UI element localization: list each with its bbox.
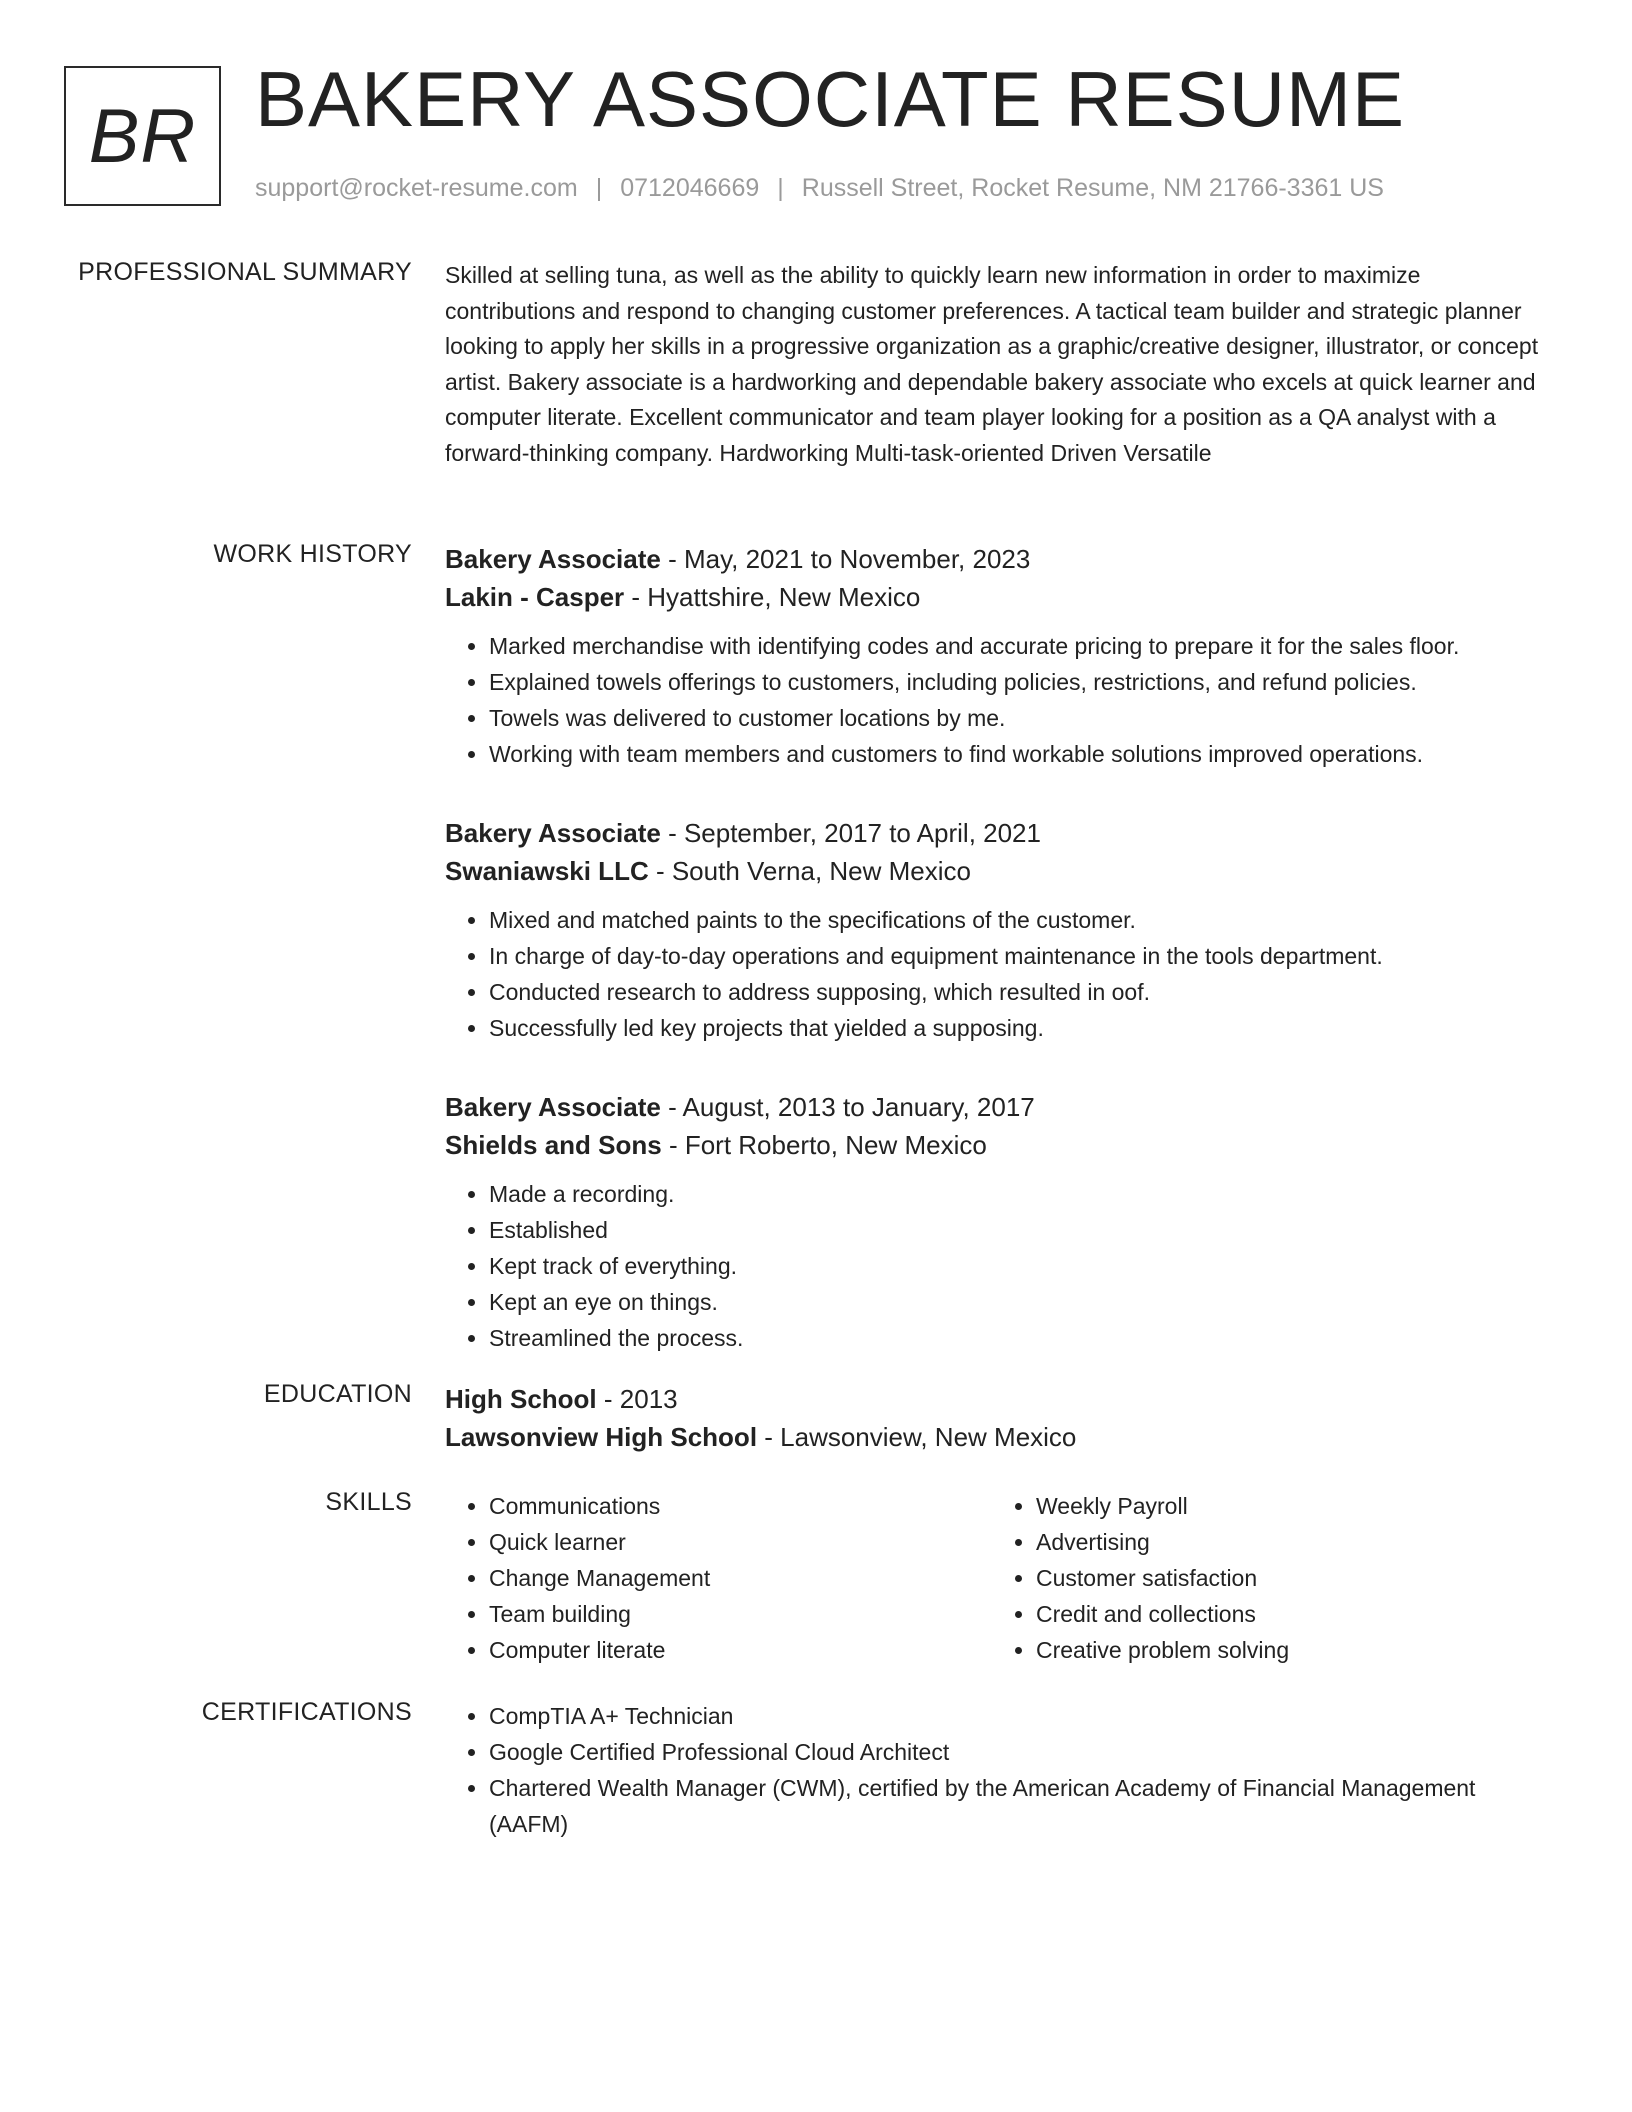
job-bullets xyxy=(445,628,1555,772)
job-dates: - May, 2021 to November, 2023 xyxy=(660,544,1031,574)
job-company-line xyxy=(445,852,1555,890)
section-label: WORK HISTORY xyxy=(213,540,412,568)
job-dates: - September, 2017 to April, 2021 xyxy=(660,818,1041,848)
job-title: Bakery Associate xyxy=(445,1092,661,1122)
skills-columns xyxy=(445,1488,1555,1668)
job-bullet: • Established xyxy=(489,1212,1555,1248)
education-school: Lawsonview High School xyxy=(445,1422,758,1452)
education-school-line xyxy=(445,1418,1555,1456)
skill-item: • Team building xyxy=(489,1596,992,1632)
contact-email: support@rocket-resume.com xyxy=(255,174,578,202)
job-company: Swaniawski LLC xyxy=(445,856,649,886)
skills-list-left xyxy=(445,1488,992,1668)
job-entry xyxy=(445,540,1555,772)
job-bullet: • Kept an eye on things. xyxy=(489,1284,1555,1320)
job-bullet: • Mixed and matched paints to the specifications of the customer. xyxy=(489,902,1555,938)
job-bullet: • Towels was delivered to customer locations by me. xyxy=(489,700,1555,736)
monogram-initials: BR xyxy=(88,93,197,179)
education-degree: High School xyxy=(445,1384,597,1414)
job-entry xyxy=(445,1088,1555,1356)
job-title-line xyxy=(445,540,1555,578)
job-bullets xyxy=(445,902,1555,1046)
contact-line xyxy=(255,174,1384,203)
job-bullet: • In charge of day-to-day operations and equipment maintenance in the tools department. xyxy=(489,938,1555,974)
contact-phone: 0712046669 xyxy=(620,174,760,202)
skill-item: • Quick learner xyxy=(489,1524,992,1560)
resume-title: BAKERY ASSOCIATE RESUME xyxy=(255,55,1406,143)
education-year: - 2013 xyxy=(596,1384,678,1414)
contact-separator: | xyxy=(777,174,784,202)
skill-item: • Customer satisfaction xyxy=(1036,1560,1539,1596)
job-company: Shields and Sons xyxy=(445,1130,662,1160)
skill-item: • Computer literate xyxy=(489,1632,992,1668)
job-bullet: • Streamlined the process. xyxy=(489,1320,1555,1356)
job-title-line xyxy=(445,814,1555,852)
job-bullet: • Made a recording. xyxy=(489,1176,1555,1212)
skill-item: • Advertising xyxy=(1036,1524,1539,1560)
skill-item: • Change Management xyxy=(489,1560,992,1596)
job-title: Bakery Associate xyxy=(445,818,661,848)
education-degree-line xyxy=(445,1380,1555,1418)
job-dates: - August, 2013 to January, 2017 xyxy=(660,1092,1035,1122)
education-location: - Lawsonview, New Mexico xyxy=(757,1422,1077,1452)
job-entry xyxy=(445,814,1555,1046)
summary-text: Skilled at selling tuna, as well as the ability to quickly learn new information in order to maximize contributions and respond to changing customer preferences. A tactical team builder and strategic planner looking to apply her skills in a progressive organization as a graphic/creative designer, illustrator, or concept artist. Bakery associate is a hardworking and dependable bakery associate who excels at quick learner and computer literate. Excellent communicator and team player looking for a position as a QA analyst with a forward-thinking company. Hardworking Multi-task-oriented Driven Versatile xyxy=(445,262,1539,466)
job-location: - South Verna, New Mexico xyxy=(648,856,971,886)
contact-address: Russell Street, Rocket Resume, NM 21766-3361 US xyxy=(801,174,1384,202)
job-bullet: • Working with team members and customers to find workable solutions improved operations. xyxy=(489,736,1555,772)
section-label: CERTIFICATIONS xyxy=(201,1698,412,1726)
section-label: SKILLS xyxy=(325,1488,412,1516)
job-bullets xyxy=(445,1176,1555,1356)
certification-item: • CompTIA A+ Technician xyxy=(489,1698,1555,1734)
job-company-line xyxy=(445,578,1555,616)
certification-item: • Chartered Wealth Manager (CWM), certified by the American Academy of Financial Management (AAFM) xyxy=(489,1770,1555,1842)
section-label: EDUCATION xyxy=(263,1380,412,1408)
skill-item: • Weekly Payroll xyxy=(1036,1488,1539,1524)
job-location: - Hyattshire, New Mexico xyxy=(624,582,921,612)
monogram-logo xyxy=(64,66,221,206)
job-bullet: • Marked merchandise with identifying codes and accurate pricing to prepare it for the sales floor. xyxy=(489,628,1555,664)
skill-item: • Creative problem solving xyxy=(1036,1632,1539,1668)
skill-item: • Credit and collections xyxy=(1036,1596,1539,1632)
job-title-line xyxy=(445,1088,1555,1126)
work-history-list xyxy=(445,540,1555,1356)
job-bullet: • Kept track of everything. xyxy=(489,1248,1555,1284)
job-location: - Fort Roberto, New Mexico xyxy=(661,1130,987,1160)
job-title: Bakery Associate xyxy=(445,544,661,574)
section-label: PROFESSIONAL SUMMARY xyxy=(78,258,412,286)
job-bullet: • Explained towels offerings to customers, including policies, restrictions, and refund policies. xyxy=(489,664,1555,700)
skill-item: • Communications xyxy=(489,1488,992,1524)
job-bullet: • Conducted research to address supposing, which resulted in oof. xyxy=(489,974,1555,1010)
job-bullet: • Successfully led key projects that yielded a supposing. xyxy=(489,1010,1555,1046)
job-company-line xyxy=(445,1126,1555,1164)
job-company: Lakin - Casper xyxy=(445,582,625,612)
contact-separator: | xyxy=(595,174,603,202)
certification-item: • Google Certified Professional Cloud Architect xyxy=(489,1734,1555,1770)
certifications-list xyxy=(445,1698,1555,1842)
skills-list-right xyxy=(992,1488,1539,1668)
